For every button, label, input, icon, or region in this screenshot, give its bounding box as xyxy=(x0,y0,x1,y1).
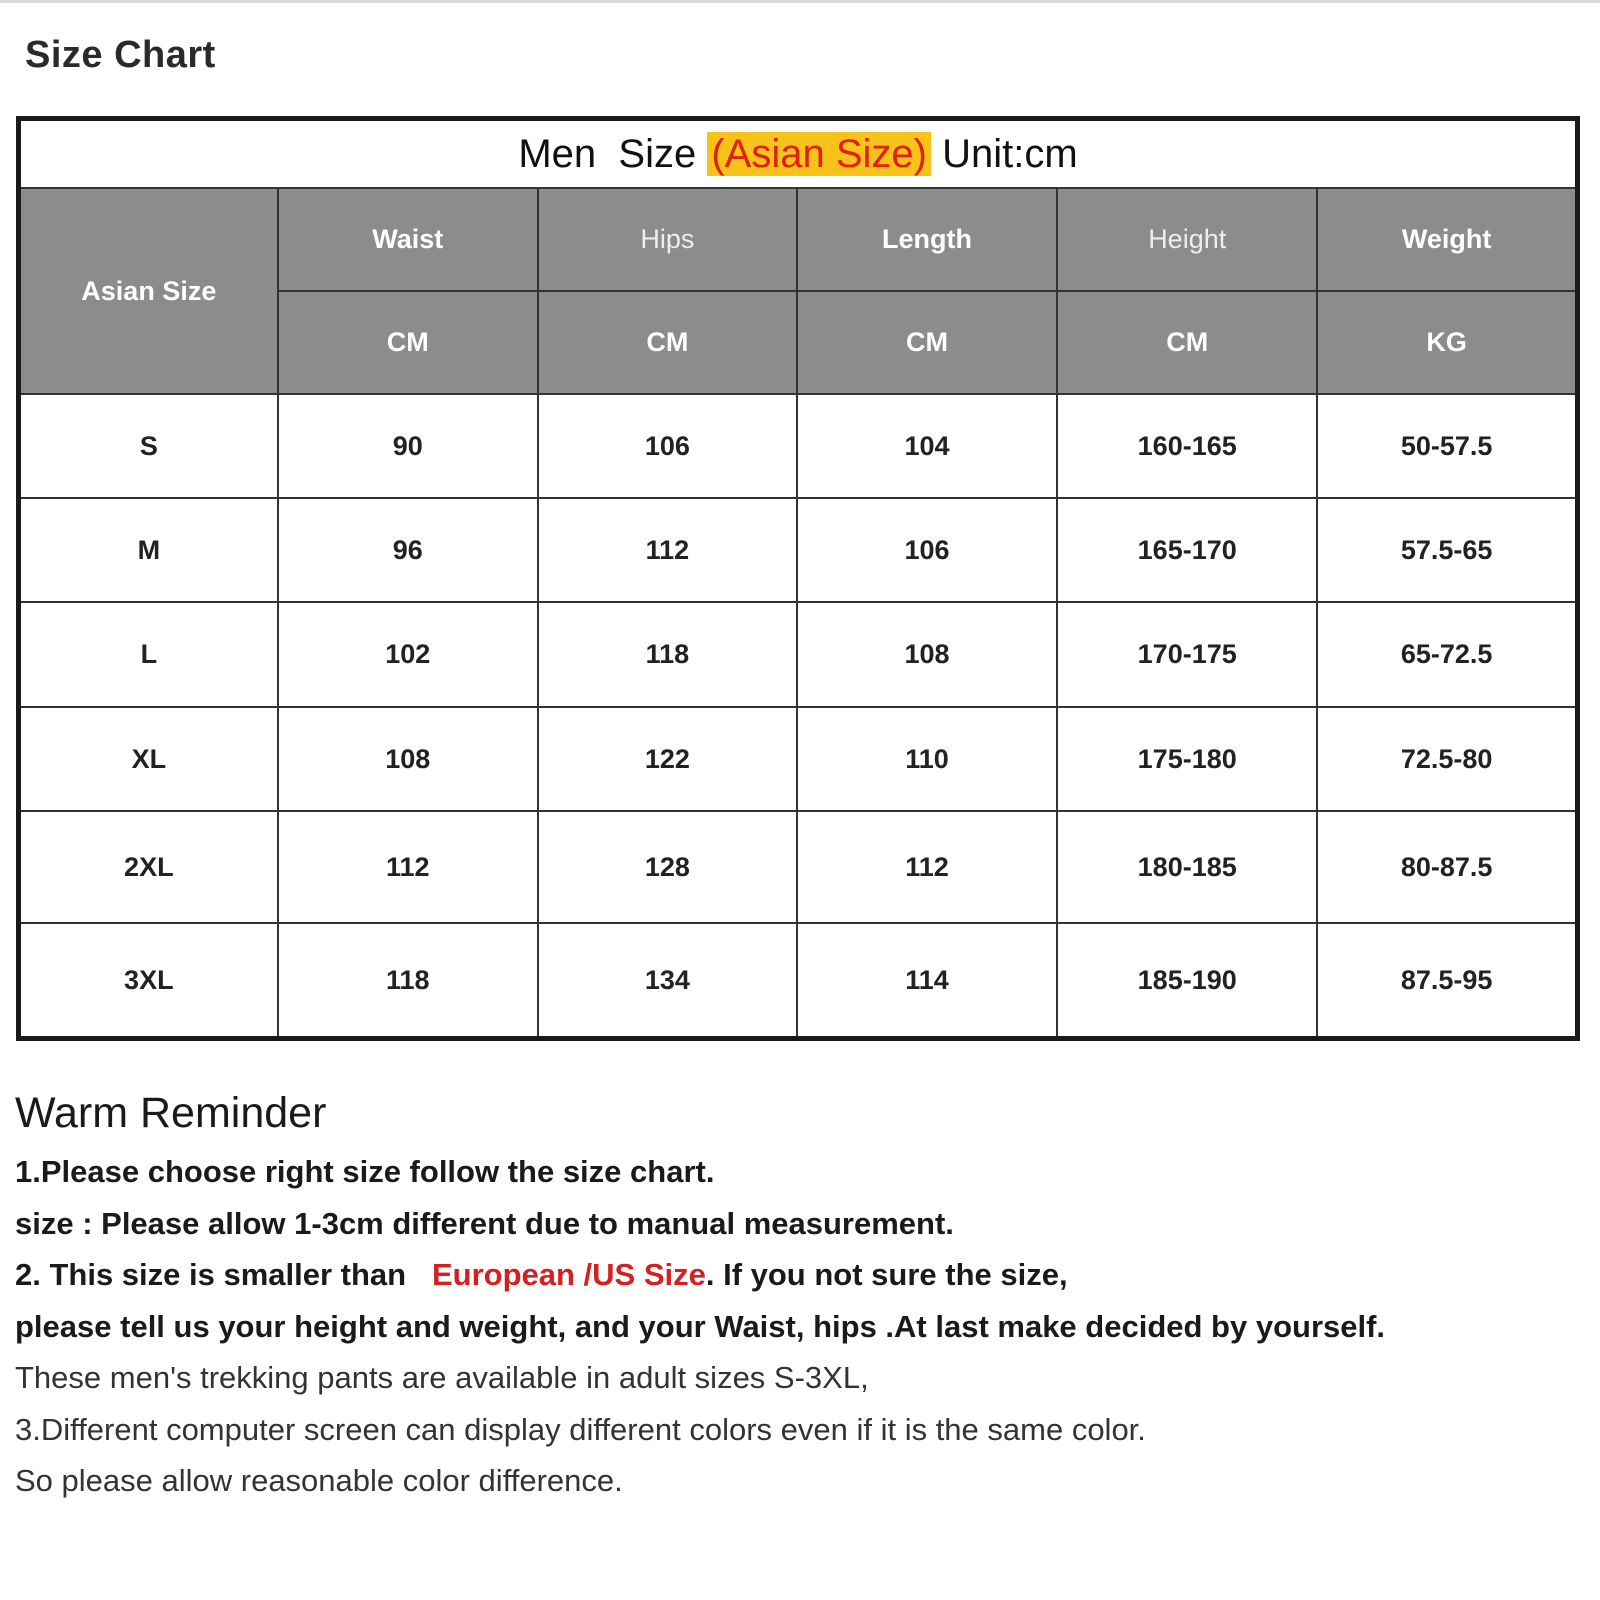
reminder-line-3-suffix: . If you not sure the size, xyxy=(705,1257,1068,1292)
cell-hips: 112 xyxy=(538,498,797,602)
cell-hips: 106 xyxy=(538,394,797,498)
header-length: Length xyxy=(797,188,1057,291)
reminder-line-3 xyxy=(15,1249,1585,1301)
reminder-line-3-emphasis: European /US Size xyxy=(431,1257,706,1292)
cell-waist: 118 xyxy=(278,923,538,1039)
cell-height: 170-175 xyxy=(1057,602,1317,707)
cell-length: 114 xyxy=(797,923,1057,1039)
table-row xyxy=(19,394,1578,498)
table-row xyxy=(19,498,1578,602)
cell-length: 108 xyxy=(797,602,1057,707)
table-row xyxy=(19,707,1578,811)
reminder-line-5: These men's trekking pants are available in adult sizes S-3XL, xyxy=(15,1360,869,1395)
reminder-title: Warm Reminder xyxy=(15,1089,327,1137)
table-row xyxy=(19,602,1578,707)
cell-waist: 112 xyxy=(278,811,538,923)
unit-waist: CM xyxy=(278,291,538,394)
cell-hips: 134 xyxy=(538,923,797,1039)
cell-weight: 65-72.5 xyxy=(1317,602,1577,707)
unit-hips: CM xyxy=(538,291,797,394)
cell-length: 106 xyxy=(797,498,1057,602)
cell-height: 160-165 xyxy=(1057,394,1317,498)
cell-size: S xyxy=(19,394,278,498)
reminder-line-3-prefix: 2. This size is smaller than xyxy=(15,1257,432,1292)
table-title-highlight: (Asian Size) xyxy=(707,132,931,176)
reminder-line-7: So please allow reasonable color difference. xyxy=(15,1463,623,1498)
table-title-suffix: Unit:cm xyxy=(930,131,1078,176)
cell-length: 112 xyxy=(797,811,1057,923)
reminder-line-2: size : Please allow 1-3cm different due to manual measurement. xyxy=(15,1205,954,1241)
size-table xyxy=(16,116,1580,1041)
table-title-prefix: Men Size xyxy=(518,131,708,176)
cell-size: 2XL xyxy=(19,811,278,923)
cell-hips: 118 xyxy=(538,602,797,707)
reminder-line-4: please tell us your height and weight, and your Waist, hips .At last make decided by yourself. xyxy=(15,1308,1386,1344)
unit-length: CM xyxy=(797,291,1057,394)
cell-weight: 87.5-95 xyxy=(1317,923,1577,1039)
table-row xyxy=(19,923,1578,1039)
header-height: Height xyxy=(1057,188,1317,291)
cell-length: 110 xyxy=(797,707,1057,811)
top-divider xyxy=(0,0,1600,3)
page-title: Size Chart xyxy=(25,34,216,76)
warm-reminder-section xyxy=(15,1088,1585,1507)
cell-height: 185-190 xyxy=(1057,923,1317,1039)
cell-size: M xyxy=(19,498,278,602)
table-title-row xyxy=(19,119,1578,189)
header-waist: Waist xyxy=(278,188,538,291)
table-title xyxy=(19,119,1578,189)
reminder-line-6: 3.Different computer screen can display different colors even if it is the same color. xyxy=(15,1411,1146,1447)
cell-weight: 57.5-65 xyxy=(1317,498,1577,602)
header-hips: Hips xyxy=(538,188,797,291)
cell-length: 104 xyxy=(797,394,1057,498)
reminder-line-1: 1.Please choose right size follow the size chart. xyxy=(15,1154,715,1189)
cell-waist: 108 xyxy=(278,707,538,811)
header-weight: Weight xyxy=(1317,188,1577,291)
cell-size: XL xyxy=(19,707,278,811)
header-row-names xyxy=(19,188,1578,291)
cell-waist: 102 xyxy=(278,602,538,707)
cell-weight: 50-57.5 xyxy=(1317,394,1577,498)
cell-hips: 128 xyxy=(538,811,797,923)
cell-weight: 72.5-80 xyxy=(1317,707,1577,811)
cell-height: 165-170 xyxy=(1057,498,1317,602)
cell-height: 180-185 xyxy=(1057,811,1317,923)
cell-waist: 96 xyxy=(278,498,538,602)
table-row xyxy=(19,811,1578,923)
cell-size: L xyxy=(19,602,278,707)
unit-weight: KG xyxy=(1317,291,1577,394)
cell-waist: 90 xyxy=(278,394,538,498)
header-size: Asian Size xyxy=(19,188,278,394)
cell-size: 3XL xyxy=(19,923,278,1039)
cell-hips: 122 xyxy=(538,707,797,811)
cell-height: 175-180 xyxy=(1057,707,1317,811)
unit-height: CM xyxy=(1057,291,1317,394)
cell-weight: 80-87.5 xyxy=(1317,811,1577,923)
